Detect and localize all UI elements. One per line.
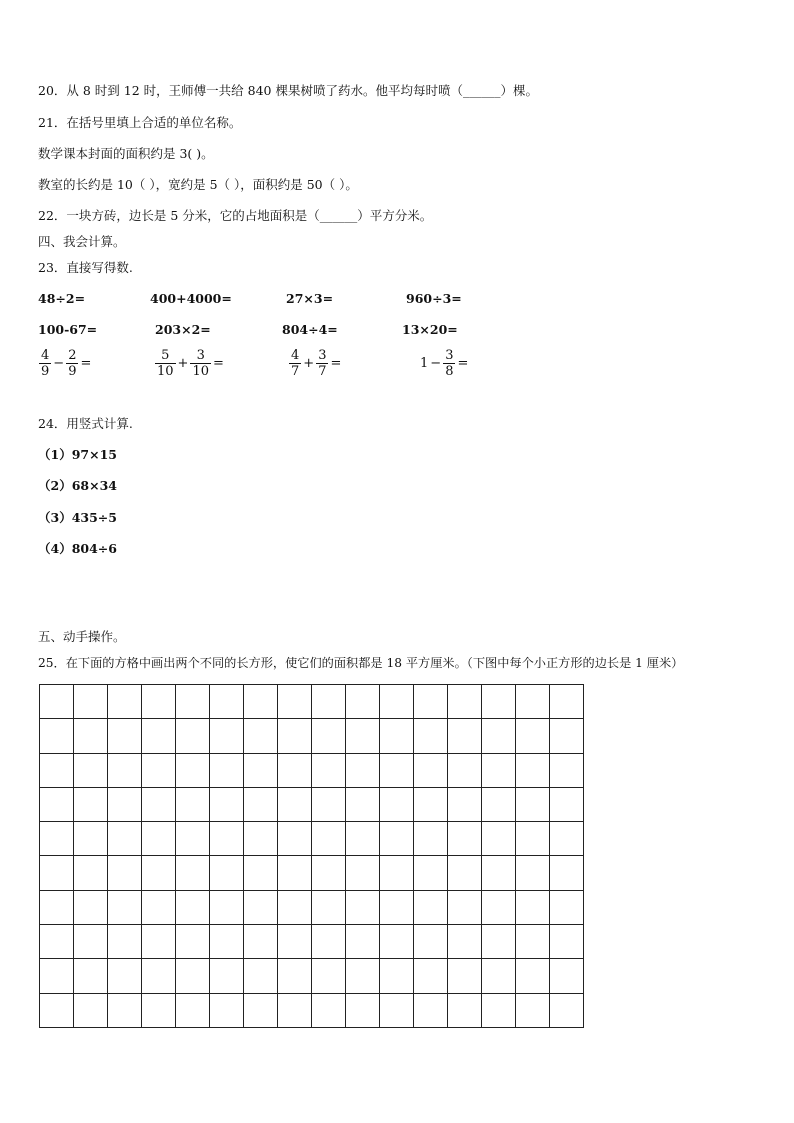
grid-cell[interactable]: [312, 753, 346, 787]
grid-cell[interactable]: [40, 822, 74, 856]
grid-cell[interactable]: [108, 925, 142, 959]
fraction: $\frac{3}{7}$: [318, 348, 327, 379]
grid-cell[interactable]: [516, 719, 550, 753]
grid-cell[interactable]: [142, 993, 176, 1027]
grid-cell[interactable]: [278, 959, 312, 993]
grid-cell[interactable]: [550, 925, 584, 959]
grid-cell[interactable]: [414, 925, 448, 959]
grid-cell[interactable]: [244, 856, 278, 890]
grid-cell[interactable]: [482, 787, 516, 821]
grid-cell[interactable]: [414, 719, 448, 753]
grid-cell[interactable]: [244, 890, 278, 924]
grid-cell[interactable]: [312, 685, 346, 719]
grid-cell[interactable]: [142, 959, 176, 993]
grid-cell[interactable]: [142, 685, 176, 719]
grid-cell[interactable]: [414, 753, 448, 787]
grid-cell[interactable]: [312, 959, 346, 993]
grid-cell[interactable]: [448, 787, 482, 821]
grid-cell[interactable]: [108, 685, 142, 719]
grid-cell[interactable]: [176, 787, 210, 821]
grid-cell[interactable]: [516, 993, 550, 1027]
grid-cell[interactable]: [108, 856, 142, 890]
grid-cell[interactable]: [142, 856, 176, 890]
grid-cell[interactable]: [516, 753, 550, 787]
calc-item: 804÷4=: [282, 322, 338, 337]
grid-cell[interactable]: [550, 959, 584, 993]
grid-cell[interactable]: [482, 959, 516, 993]
grid-cell[interactable]: [482, 993, 516, 1027]
grid-row: [40, 925, 584, 959]
grid-cell[interactable]: [74, 719, 108, 753]
question-21-item-a: 数学课本封面的面积约是 3( )。: [38, 146, 214, 161]
grid-cell[interactable]: [210, 959, 244, 993]
grid-cell[interactable]: [142, 719, 176, 753]
fraction: $\frac{3}{10}$: [192, 348, 209, 379]
grid-cell[interactable]: [40, 685, 74, 719]
grid-cell[interactable]: [244, 822, 278, 856]
grid-cell[interactable]: [108, 719, 142, 753]
grid-cell[interactable]: [482, 822, 516, 856]
calc-item: 100-67=: [38, 322, 98, 337]
fraction: $\frac{4}{9}$: [41, 348, 50, 379]
grid-cell[interactable]: [550, 787, 584, 821]
grid-cell[interactable]: [380, 959, 414, 993]
grid-cell[interactable]: [278, 993, 312, 1027]
grid-cell[interactable]: [482, 753, 516, 787]
grid-cell[interactable]: [516, 822, 550, 856]
grid-cell[interactable]: [414, 856, 448, 890]
grid-cell[interactable]: [74, 993, 108, 1027]
grid-cell[interactable]: [244, 753, 278, 787]
fraction-expression-1: $\frac{4}{9}$ − $\frac{2}{9}$ =: [41, 348, 92, 379]
grid-cell[interactable]: [448, 856, 482, 890]
grid-cell[interactable]: [414, 890, 448, 924]
grid-cell[interactable]: [448, 925, 482, 959]
grid-cell[interactable]: [142, 822, 176, 856]
grid-cell[interactable]: [278, 890, 312, 924]
grid-cell[interactable]: [40, 719, 74, 753]
grid-cell[interactable]: [516, 925, 550, 959]
grid-cell[interactable]: [108, 890, 142, 924]
grid-cell[interactable]: [482, 719, 516, 753]
grid-cell[interactable]: [40, 925, 74, 959]
calc-item: 48÷2=: [38, 291, 86, 306]
grid-cell[interactable]: [278, 787, 312, 821]
grid-cell[interactable]: [448, 890, 482, 924]
grid-cell[interactable]: [550, 685, 584, 719]
grid-cell[interactable]: [210, 787, 244, 821]
question-21: 21．在括号里填上合适的单位名称。: [38, 115, 242, 130]
grid-cell[interactable]: [516, 856, 550, 890]
grid-cell[interactable]: [550, 719, 584, 753]
grid-cell[interactable]: [108, 822, 142, 856]
grid-cell[interactable]: [74, 890, 108, 924]
fraction: $\frac{2}{9}$: [68, 348, 77, 379]
grid-cell[interactable]: [380, 925, 414, 959]
fraction: $\frac{5}{10}$: [157, 348, 174, 379]
section-4-heading: 四、我会计算。: [38, 234, 126, 249]
grid-cell[interactable]: [142, 753, 176, 787]
question-24-item: （2）68×34: [38, 478, 117, 493]
grid-cell[interactable]: [380, 822, 414, 856]
grid-cell[interactable]: [210, 719, 244, 753]
grid-cell[interactable]: [482, 856, 516, 890]
grid-cell[interactable]: [142, 890, 176, 924]
fraction-expression-2: $\frac{5}{10}$ + $\frac{3}{10}$ =: [157, 348, 224, 379]
grid-cell[interactable]: [176, 719, 210, 753]
grid-cell[interactable]: [346, 890, 380, 924]
fraction-expression-4: 1 − $\frac{3}{8}$ =: [420, 348, 469, 379]
grid-cell[interactable]: [550, 822, 584, 856]
fraction: $\frac{3}{8}$: [445, 348, 454, 379]
grid-cell[interactable]: [74, 959, 108, 993]
grid-row: [40, 856, 584, 890]
grid-cell[interactable]: [108, 959, 142, 993]
grid-cell[interactable]: [346, 822, 380, 856]
grid-cell[interactable]: [414, 685, 448, 719]
grid-cell[interactable]: [346, 753, 380, 787]
question-22: 22．一块方砖，边长是 5 分米，它的占地面积是（______）平方分米。: [38, 208, 433, 223]
grid-cell[interactable]: [312, 925, 346, 959]
fraction: $\frac{4}{7}$: [291, 348, 300, 379]
grid-cell[interactable]: [550, 993, 584, 1027]
grid-cell[interactable]: [40, 856, 74, 890]
grid-cell[interactable]: [550, 753, 584, 787]
grid-cell[interactable]: [74, 685, 108, 719]
grid-cell[interactable]: [40, 959, 74, 993]
grid-row: [40, 753, 584, 787]
grid-cell[interactable]: [74, 822, 108, 856]
question-24: 24．用竖式计算.: [38, 416, 133, 431]
grid-cell[interactable]: [448, 753, 482, 787]
grid-row: [40, 685, 584, 719]
grid-cell[interactable]: [210, 685, 244, 719]
grid-cell[interactable]: [516, 890, 550, 924]
grid-cell[interactable]: [210, 753, 244, 787]
calc-item: 960÷3=: [406, 291, 462, 306]
grid-cell[interactable]: [380, 685, 414, 719]
grid-cell[interactable]: [176, 685, 210, 719]
grid-cell[interactable]: [210, 925, 244, 959]
grid-cell[interactable]: [278, 856, 312, 890]
grid-cell[interactable]: [210, 822, 244, 856]
section-5-heading: 五、动手操作。: [38, 629, 126, 644]
grid-cell[interactable]: [176, 925, 210, 959]
grid-cell[interactable]: [550, 856, 584, 890]
grid-cell[interactable]: [516, 787, 550, 821]
grid-cell[interactable]: [380, 856, 414, 890]
grid-cell[interactable]: [176, 856, 210, 890]
grid-cell[interactable]: [278, 925, 312, 959]
grid-cell[interactable]: [380, 993, 414, 1027]
grid-cell[interactable]: [278, 685, 312, 719]
grid-cell[interactable]: [380, 787, 414, 821]
question-23: 23．直接写得数.: [38, 260, 133, 275]
question-24-item: （1）97×15: [38, 447, 117, 462]
grid-cell[interactable]: [414, 787, 448, 821]
fraction-expression-3: $\frac{4}{7}$ + $\frac{3}{7}$ =: [291, 348, 342, 379]
question-24-item: （3）435÷5: [38, 510, 117, 525]
grid-cell[interactable]: [448, 993, 482, 1027]
grid-cell[interactable]: [244, 925, 278, 959]
grid-cell[interactable]: [448, 685, 482, 719]
question-25: 25．在下面的方格中画出两个不同的长方形，使它们的面积都是 18 平方厘米。（下图中每个小正方形的边长是 1 厘米）: [38, 656, 684, 670]
grid-cell[interactable]: [74, 925, 108, 959]
grid-row: [40, 890, 584, 924]
grid-cell[interactable]: [74, 856, 108, 890]
grid-cell[interactable]: [312, 822, 346, 856]
drawing-grid[interactable]: [39, 684, 584, 1028]
grid-cell[interactable]: [278, 719, 312, 753]
grid-row: [40, 959, 584, 993]
grid-cell[interactable]: [482, 890, 516, 924]
grid-cell[interactable]: [414, 993, 448, 1027]
grid-cell[interactable]: [40, 993, 74, 1027]
grid-cell[interactable]: [448, 719, 482, 753]
grid-cell[interactable]: [244, 719, 278, 753]
grid-cell[interactable]: [74, 753, 108, 787]
grid-cell[interactable]: [176, 959, 210, 993]
calc-item: 13×20=: [402, 322, 458, 337]
grid-cell[interactable]: [380, 890, 414, 924]
grid-cell[interactable]: [448, 822, 482, 856]
grid-cell[interactable]: [244, 685, 278, 719]
question-20: 20．从 8 时到 12 时，王师傅一共给 840 棵果树喷了药水。他平均每时喷（______）棵。: [38, 83, 538, 98]
grid-cell[interactable]: [176, 890, 210, 924]
grid-cell[interactable]: [210, 856, 244, 890]
grid-cell[interactable]: [312, 890, 346, 924]
grid-row: [40, 719, 584, 753]
grid-cell[interactable]: [312, 787, 346, 821]
grid-cell[interactable]: [312, 719, 346, 753]
grid-row: [40, 787, 584, 821]
grid-cell[interactable]: [414, 822, 448, 856]
grid-cell[interactable]: [346, 856, 380, 890]
grid-cell[interactable]: [176, 993, 210, 1027]
grid-cell[interactable]: [346, 685, 380, 719]
grid-cell[interactable]: [108, 787, 142, 821]
grid-cell[interactable]: [108, 993, 142, 1027]
grid-cell[interactable]: [108, 753, 142, 787]
grid-cell[interactable]: [176, 753, 210, 787]
grid-cell[interactable]: [40, 787, 74, 821]
grid-cell[interactable]: [278, 822, 312, 856]
grid-cell[interactable]: [244, 993, 278, 1027]
grid-cell[interactable]: [346, 993, 380, 1027]
grid-cell[interactable]: [176, 822, 210, 856]
grid-row: [40, 822, 584, 856]
question-21-item-b: 教室的长约是 10（ ），宽约是 5（ ），面积约是 50（ ）。: [38, 177, 358, 192]
grid-cell[interactable]: [346, 787, 380, 821]
grid-cell[interactable]: [210, 890, 244, 924]
grid-cell[interactable]: [244, 787, 278, 821]
grid-cell[interactable]: [346, 925, 380, 959]
grid-cell[interactable]: [482, 925, 516, 959]
grid-cell[interactable]: [142, 925, 176, 959]
grid-cell[interactable]: [380, 753, 414, 787]
grid-cell[interactable]: [210, 993, 244, 1027]
grid-cell[interactable]: [380, 719, 414, 753]
grid-cell[interactable]: [516, 685, 550, 719]
grid-cell[interactable]: [346, 719, 380, 753]
question-24-item: （4）804÷6: [38, 541, 117, 556]
grid-cell[interactable]: [346, 959, 380, 993]
grid-cell[interactable]: [244, 959, 278, 993]
grid-cell[interactable]: [312, 856, 346, 890]
grid-row: [40, 993, 584, 1027]
grid-cell[interactable]: [516, 959, 550, 993]
grid-cell[interactable]: [142, 787, 176, 821]
grid-cell[interactable]: [482, 685, 516, 719]
grid-cell[interactable]: [550, 890, 584, 924]
grid-cell[interactable]: [74, 787, 108, 821]
grid-cell[interactable]: [278, 753, 312, 787]
grid-cell[interactable]: [40, 753, 74, 787]
grid-cell[interactable]: [414, 959, 448, 993]
grid-cell[interactable]: [448, 959, 482, 993]
calc-item: 400+4000=: [150, 291, 232, 306]
calc-item: 27×3=: [286, 291, 334, 306]
calc-item: 203×2=: [155, 322, 211, 337]
grid-cell[interactable]: [312, 993, 346, 1027]
grid-cell[interactable]: [40, 890, 74, 924]
